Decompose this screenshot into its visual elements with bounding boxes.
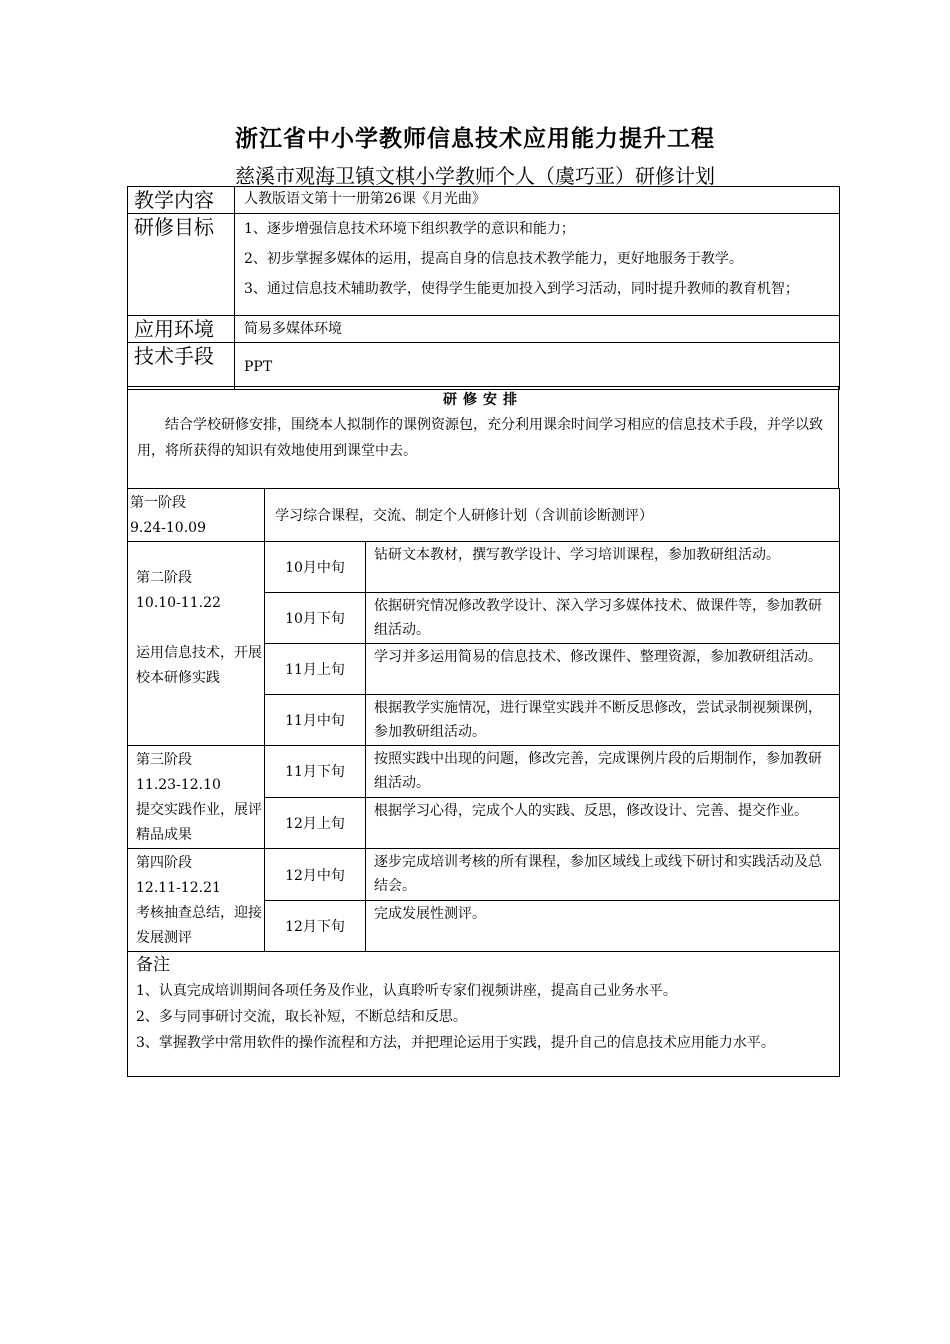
- stage-desc: 考核抽查总结，迎接发展测评: [136, 905, 262, 946]
- content-label: 教学内容: [128, 187, 235, 214]
- task-cell: 完成发展性测评。: [366, 901, 840, 952]
- stage-2: [128, 542, 265, 746]
- stage-name: 第二阶段: [136, 570, 192, 586]
- stage-1: [128, 489, 265, 542]
- task-cell: 学习并多运用简易的信息技术、修改课件、整理资源，参加教研组活动。: [366, 644, 840, 695]
- note-item: 1、认真完成培训期间各项任务及作业，认真聆听专家们视频讲座，提高自己业务水平。: [136, 983, 677, 999]
- goal-list: [235, 214, 840, 316]
- goal-item: 1、逐步增强信息技术环境下组织教学的意识和能力；: [244, 221, 575, 237]
- month-cell: 12月中旬: [265, 849, 366, 901]
- stage-name: 第四阶段: [136, 855, 192, 871]
- stages-table: [127, 488, 840, 1077]
- stage-dates: 11.23-12.10: [136, 777, 221, 793]
- stage-name: 第一阶段: [130, 495, 186, 511]
- arrangement-body: 结合学校研修安排，围绕本人拟制作的课例资源包，充分利用课余时间学习相应的信息技术手段，并学以致用，将所获得的知识有效地使用到课堂中去。: [137, 417, 823, 459]
- month-cell: 11月上旬: [265, 644, 366, 695]
- info-table: [127, 186, 840, 390]
- goal-label: 研修目标: [128, 214, 235, 316]
- content-value: 人教版语文第十一册第26课《月光曲》: [235, 187, 840, 214]
- tech-value: PPT: [235, 343, 840, 390]
- document-subtitle: 慈溪市观海卫镇文棋小学教师个人（虞巧亚）研修计划: [235, 164, 715, 188]
- env-label: 应用环境: [128, 316, 235, 343]
- env-value: 简易多媒体环境: [235, 316, 840, 343]
- notes-cell: [128, 952, 840, 1077]
- stage-3: [128, 746, 265, 849]
- month-cell: 10月中旬: [265, 542, 366, 593]
- stage-desc: 提交实践作业，展评精品成果: [136, 802, 262, 843]
- task-cell: 钻研文本教材，撰写教学设计、学习培训课程，参加教研组活动。: [366, 542, 840, 593]
- note-item: 2、多与同事研讨交流，取长补短，不断总结和反思。: [136, 1009, 467, 1025]
- month-cell: 11月下旬: [265, 746, 366, 798]
- arrangement-title: 研修安排: [443, 392, 523, 408]
- task-cell: 根据学习心得，完成个人的实践、反思，修改设计、完善、提交作业。: [366, 797, 840, 849]
- tech-label: 技术手段: [128, 343, 235, 390]
- stage-dates: 9.24-10.09: [130, 520, 206, 536]
- arrangement-table: [127, 386, 839, 489]
- stage-desc: 运用信息技术，开展校本研修实践: [136, 645, 262, 686]
- task-cell: 逐步完成培训考核的所有课程，参加区域线上或线下研讨和实践活动及总结会。: [366, 849, 840, 901]
- notes-title: 备注: [136, 955, 170, 975]
- document-title: 浙江省中小学教师信息技术应用能力提升工程: [235, 125, 715, 152]
- stage-name: 第三阶段: [136, 752, 192, 768]
- month-cell: 11月中旬: [265, 695, 366, 746]
- task-cell: 根据教学实施情况，进行课堂实践并不断反思修改，尝试录制视频课例，参加教研组活动。: [366, 695, 840, 746]
- goal-item: 2、初步掌握多媒体的运用，提高自身的信息技术教学能力，更好地服务于教学。: [244, 251, 743, 267]
- goal-item: 3、通过信息技术辅助教学，使得学生能更加投入到学习活动，同时提升教师的教育机智；: [244, 281, 799, 297]
- note-item: 3、掌握教学中常用软件的操作流程和方法，并把理论运用于实践，提升自己的信息技术应用能力水平。: [136, 1035, 775, 1051]
- task-cell: 依据研究情况修改教学设计、深入学习多媒体技术、做课件等，参加教研组活动。: [366, 593, 840, 644]
- stage-dates: 12.11-12.21: [136, 880, 221, 896]
- month-cell: 12月上旬: [265, 797, 366, 849]
- stage-4: [128, 849, 265, 952]
- arrangement-cell: [128, 387, 839, 489]
- task-cell: 按照实践中出现的问题，修改完善，完成课例片段的后期制作，参加教研组活动。: [366, 746, 840, 798]
- stage-1-task: 学习综合课程，交流、制定个人研修计划（含训前诊断测评）: [265, 489, 840, 542]
- month-cell: 10月下旬: [265, 593, 366, 644]
- month-cell: 12月下旬: [265, 901, 366, 952]
- stage-dates: 10.10-11.22: [136, 595, 221, 611]
